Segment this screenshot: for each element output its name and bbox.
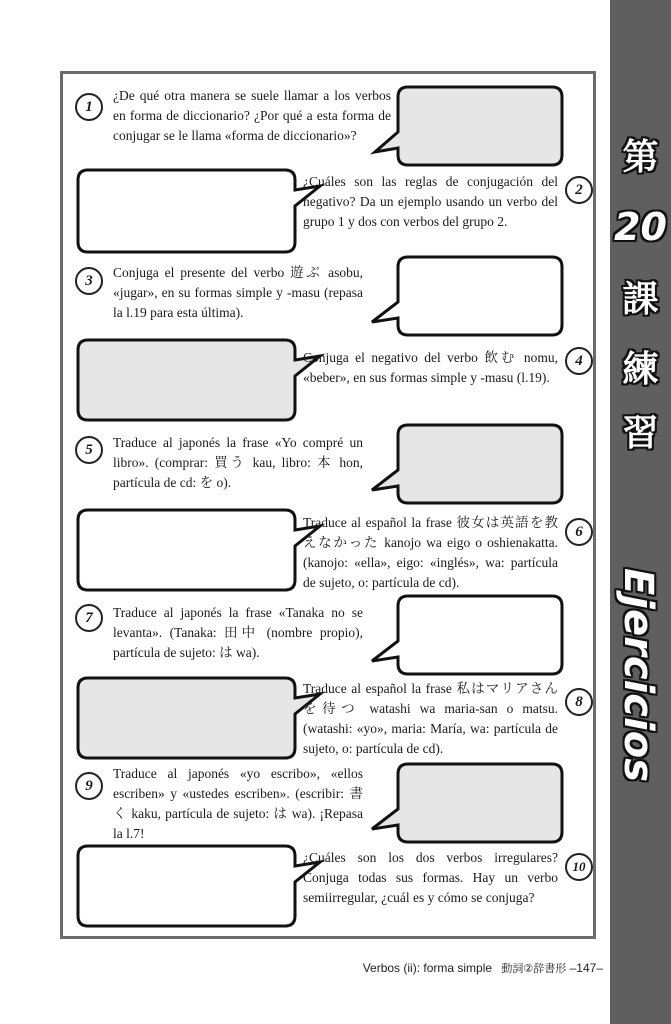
question-number-2: 2 (565, 176, 593, 204)
question-text-4: Conjuga el negativo del verbo 飲む nomu, «beber», en sus formas simple y -masu (l.19). (303, 350, 558, 385)
sidebar-char-shuu: 習 (622, 413, 659, 454)
answer-bubble-1 (375, 87, 562, 165)
footer-section: Verbos (ii): forma simple (362, 961, 493, 975)
page-footer (363, 960, 603, 976)
answer-bubble-4 (78, 340, 320, 420)
sidebar-lesson-number: 20 (614, 205, 667, 249)
sidebar-char-ren: 練 (622, 349, 659, 390)
question-number-3: 3 (75, 267, 103, 295)
sidebar-label: Ejercicios (615, 567, 661, 783)
question-text-1: ¿De qué otra manera se suele llamar a los verbos en forma de diccionario? ¿Por qué a esta forma de conjugar se le llama «forma de diccionario»? (113, 88, 391, 143)
sidebar-char-dai: 第 (622, 137, 659, 178)
answer-bubble-8 (78, 678, 320, 758)
answer-bubble-2 (78, 170, 320, 252)
question-number-7: 7 (75, 604, 103, 632)
question-number-10: 10 (565, 853, 593, 881)
footer-japanese: 動詞②辞書形 (501, 962, 567, 975)
question-number-8: 8 (565, 688, 593, 716)
question-text-10: ¿Cuáles son los dos verbos irregulares? Conjuga todas sus formas. Hay un verbo semiirregular, ¿cuál es y cómo se conjuga? (303, 850, 558, 905)
chapter-sidebar (610, 0, 671, 1024)
question-number-6: 6 (565, 518, 593, 546)
answer-bubble-10 (78, 846, 320, 926)
question-text-2: ¿Cuáles son las reglas de conjugación del negativo? Da un ejemplo usando un verbo del grupo 1 y dos con verbos del grupo 2. (303, 174, 558, 229)
question-number-5: 5 (75, 436, 103, 464)
sidebar-char-ka: 課 (622, 279, 659, 320)
answer-bubble-3 (372, 257, 562, 335)
question-number-9: 9 (75, 772, 103, 800)
question-text-3: Conjuga el presente del verbo 遊ぶ asobu, «jugar», en su formas simple y -masu (repasa la l.19 para esta última). (113, 265, 363, 320)
question-text-7: Traduce al japonés la frase «Tanaka no se levanta». (Tanaka: 田中 (nombre propio), partícula de sujeto: は wa). (113, 605, 363, 660)
question-number-1: 1 (75, 93, 103, 121)
question-number-4: 4 (565, 347, 593, 375)
answer-bubble-5 (372, 425, 562, 503)
page-number: –147– (569, 961, 603, 975)
question-text-8: Traduce al español la frase 私はマリアさんを待つ watashi wa maria-san o matsu. (watashi: «yo», maria: María, wa: partícula de sujeto, o: partícula de cd). (303, 681, 558, 756)
answer-bubble-6 (78, 510, 320, 590)
question-text-6: Traduce al español la frase 彼女は英語を教えなかった kanojo wa eigo o oshienakatta. (kanojo: «ella», eigo: «inglés», wa: partícula de sujeto, o: partícula de cd). (303, 515, 558, 590)
question-text-9: Traduce al japonés «yo escribo», «ellos escriben» y «ustedes escriben». (escribir: 書く kaku, partícula de sujeto: は wa). ¡Repasa la l.7! (113, 766, 363, 841)
answer-bubble-9 (372, 764, 562, 842)
question-text-5: Traduce al japonés la frase «Yo compré un libro». (comprar: 買う kau, libro: 本 hon, partícula de cd: を o). (113, 435, 363, 490)
answer-bubble-7 (372, 596, 562, 674)
